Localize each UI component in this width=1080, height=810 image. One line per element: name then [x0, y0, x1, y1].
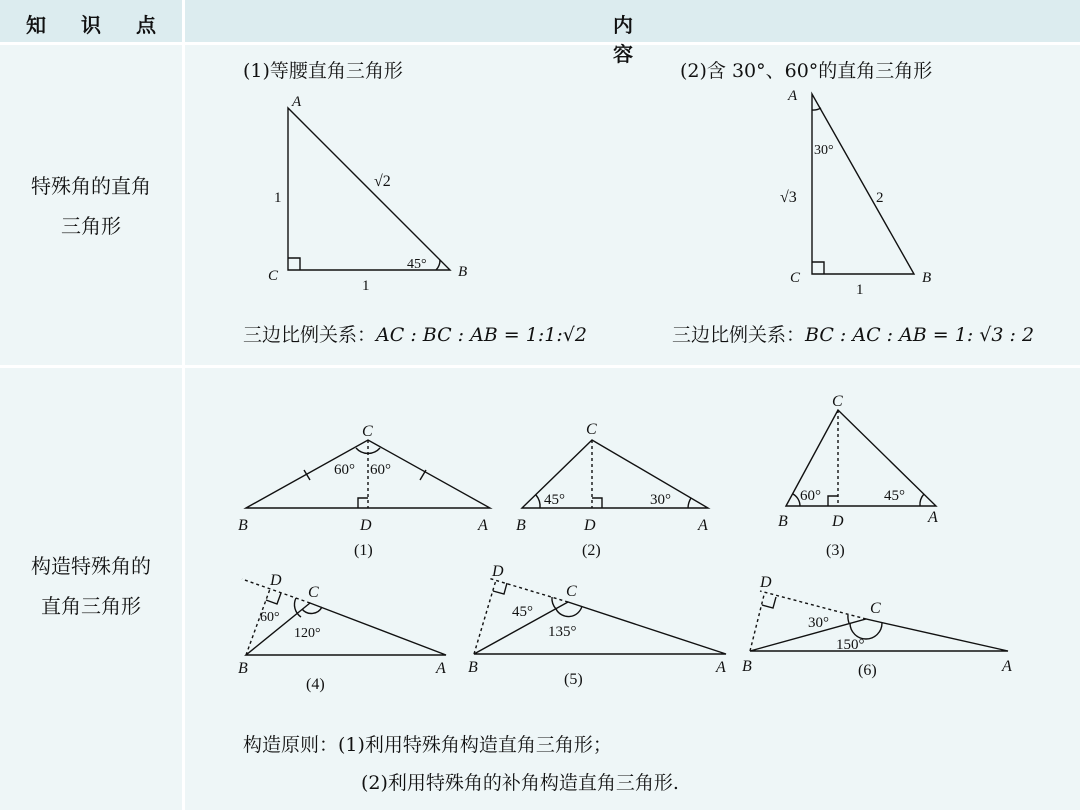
figure-caption: (4) [306, 676, 325, 693]
vertex-a: A [928, 509, 938, 526]
principle-line-2: (2)利用特殊角的补角构造直角三角形. [361, 772, 679, 794]
construct-figure-2 [512, 412, 722, 562]
angle-c-label: 120° [294, 626, 321, 641]
right-angle-mark [828, 496, 838, 506]
figure-caption: (6) [858, 662, 877, 679]
side-bc-label: 1 [362, 278, 370, 294]
construct-figure-5 [464, 560, 740, 690]
row1-label [0, 166, 182, 246]
figure-caption: (2) [582, 542, 601, 559]
vertex-c: C [586, 421, 597, 438]
angle-exterior-label: 30° [808, 615, 829, 631]
ratio-prefix: 三边比例关系： [672, 324, 806, 346]
vertex-c: C [832, 393, 843, 410]
vertex-a: A [1002, 658, 1012, 675]
side-bc-label: 1 [856, 282, 864, 298]
ratio-prefix: 三边比例关系： [243, 324, 377, 346]
angle-a-label: 45° [884, 488, 905, 504]
tick-ac [420, 470, 426, 480]
construct-figure-6 [740, 565, 1020, 685]
construct-figure-1 [230, 412, 510, 562]
vertex-c: C [308, 584, 319, 601]
right-angle-mark [266, 593, 281, 604]
vertex-b: B [922, 270, 932, 286]
vertex-b: B [238, 660, 248, 677]
row2-label [0, 546, 182, 626]
ratio-formula: AC : BC : AB = 1:1:√2 [376, 324, 587, 346]
extension-cd [488, 578, 568, 602]
angle-arc-a [812, 108, 821, 110]
angle-arc-c-exterior [848, 615, 849, 623]
triangle-abc [750, 619, 1008, 651]
vertex-b: B [742, 658, 752, 675]
angle-arc-b [793, 494, 800, 506]
angle-exterior-label: 45° [512, 604, 533, 620]
right-angle-mark [358, 498, 368, 508]
figure-caption: (1) [354, 542, 373, 559]
vertex-a: A [698, 517, 708, 534]
angle-right-label: 60° [370, 462, 391, 478]
angle-b-label: 45° [544, 492, 565, 508]
fig2-ratio [672, 320, 1034, 347]
angle-arc-c [302, 607, 322, 613]
angle-left-label: 60° [334, 462, 355, 478]
fig2-title: (2)含 30°、60°的直角三角形 [680, 60, 933, 82]
triangle-abc [288, 108, 450, 270]
row1-label-line2: 三角形 [61, 214, 121, 238]
header-content: 内 容 [613, 13, 647, 66]
ratio-formula: BC : AC : AB = 1: √3 : 2 [805, 324, 1035, 346]
vertex-b: B [458, 264, 468, 280]
fig1-title: (1)等腰直角三角形 [243, 60, 403, 82]
vertex-d: D [832, 513, 844, 530]
vertex-d: D [584, 517, 596, 534]
perpendicular-bd [750, 595, 764, 651]
angle-c-label: 150° [836, 637, 865, 653]
side-ac-label: √3 [780, 189, 797, 206]
right-angle-mark [812, 262, 824, 274]
vertex-d: D [492, 563, 504, 580]
angle-arc-b [436, 260, 440, 270]
angle-c-label: 135° [548, 624, 577, 640]
figure-caption: (5) [564, 671, 583, 688]
side-ab-label: √2 [374, 173, 391, 190]
angle-b-label: 45° [407, 257, 427, 272]
vertex-c: C [870, 600, 881, 617]
vertex-b: B [516, 517, 526, 534]
vertex-d: D [270, 572, 282, 589]
side-ab-label: 2 [876, 190, 884, 206]
vertex-b: B [778, 513, 788, 530]
vertex-a: A [292, 94, 302, 110]
angle-arc-c [556, 606, 582, 617]
principle-line-1: 构造原则：(1)利用特殊角构造直角三角形； [243, 734, 612, 756]
angle-arc-b [536, 495, 540, 508]
angle-b-label: 60° [800, 488, 821, 504]
angle-arc-a [920, 494, 924, 506]
row2-label-line1: 构造特殊角的 [31, 554, 151, 578]
row2-label-line2: 直角三角形 [41, 594, 141, 618]
construct-figure-3 [770, 388, 960, 562]
angle-a-label: 30° [814, 143, 834, 158]
vertex-b: B [468, 659, 478, 676]
vertex-b: B [238, 517, 248, 534]
triangle-abc [812, 94, 914, 274]
angle-a-label: 30° [650, 492, 671, 508]
vertex-c: C [790, 270, 801, 286]
row1-label-line1: 特殊角的直角 [31, 174, 151, 198]
right-angle-mark [288, 258, 300, 270]
vertex-d: D [360, 517, 372, 534]
right-angle-mark [592, 498, 602, 508]
side-ac-label: 1 [274, 190, 282, 206]
vertex-a: A [788, 88, 798, 104]
vertex-a: A [436, 660, 446, 677]
vertex-c: C [268, 268, 279, 284]
isosceles-right-triangle-figure [250, 88, 490, 300]
vertex-a: A [478, 517, 488, 534]
thirty-sixty-right-triangle-figure [772, 84, 952, 300]
vertex-c: C [566, 583, 577, 600]
angle-arc-a [688, 498, 691, 508]
vertex-a: A [716, 659, 726, 676]
figure-caption: (3) [826, 542, 845, 559]
vertex-d: D [760, 574, 772, 591]
angle-exterior-label: 60° [260, 610, 280, 625]
vertex-c: C [362, 423, 373, 440]
construct-figure-4 [230, 565, 460, 695]
fig1-ratio [243, 320, 587, 347]
right-angle-mark [762, 597, 776, 608]
header-knowledge-point: 知 识 点 [26, 13, 170, 37]
